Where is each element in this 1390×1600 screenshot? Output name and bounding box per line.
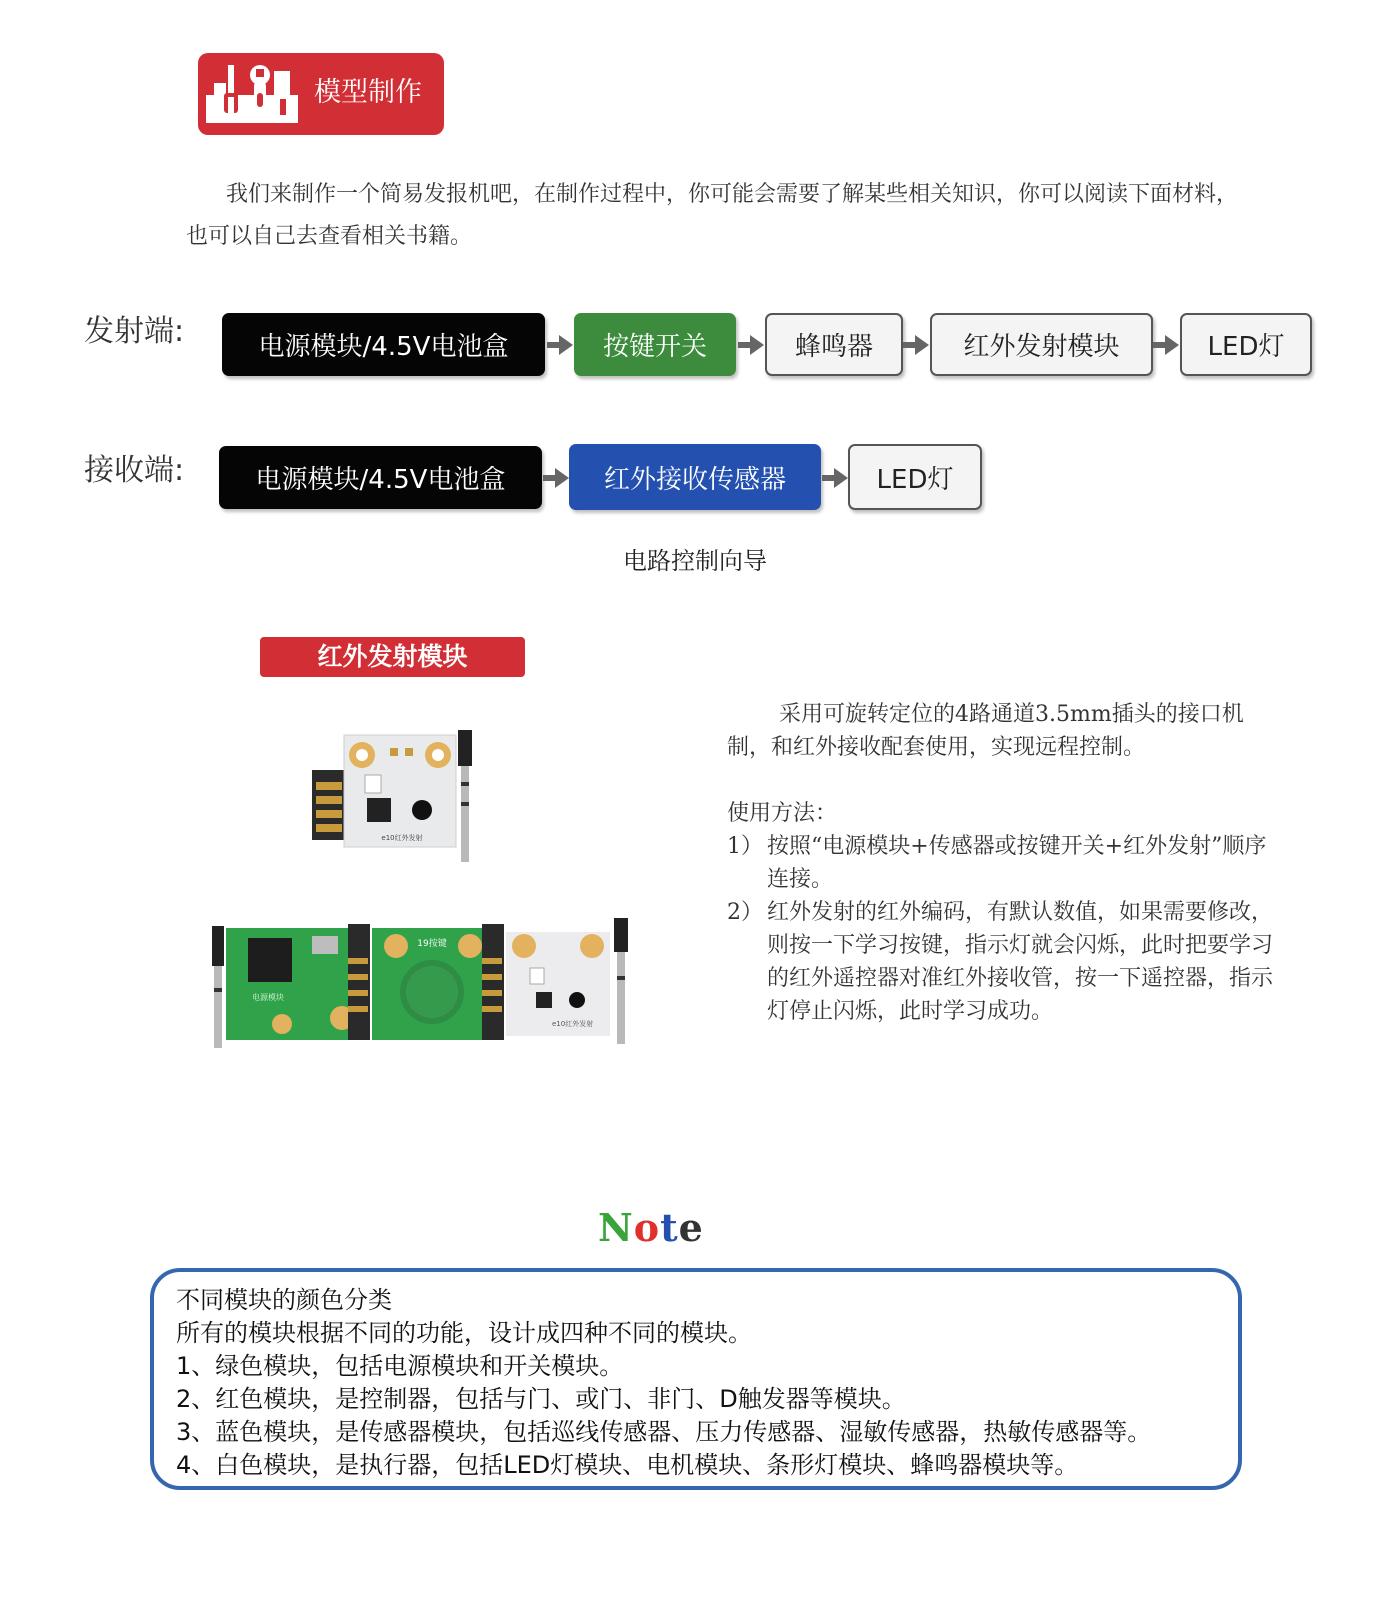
module-intro-text: 采用可旋转定位的4路通道3.5mm插头的接口机制，和红外接收配套使用，实现远程控制。 xyxy=(727,702,1244,760)
flow-step-led: LED灯 xyxy=(848,444,982,510)
note-line: 2、红色模块，是控制器，包括与门、或门、非门、D触发器等模块。 xyxy=(176,1385,906,1413)
button-module-silkscreen-label: 19按键 xyxy=(417,939,447,949)
usage-step: 2） 红外发射的红外编码，有默认数值，如果需要修改，则按一下学习按键，指示灯就会闪烁，此时把要学习的红外遥控器对准红外接收管，按一下遥控器，指示灯停止闪烁，此时学习成功。 xyxy=(727,900,1274,1024)
flow-step-power: 电源模块/4.5V电池盒 xyxy=(219,446,542,509)
arrow-right-icon xyxy=(822,468,848,488)
note-line: 4、白色模块，是执行器，包括LED灯模块、电机模块、条形灯模块、蜂鸣器模块等。 xyxy=(176,1451,1079,1479)
usage-title: 使用方法： xyxy=(727,801,838,826)
note-heading: 不同模块的颜色分类 xyxy=(176,1286,392,1314)
module-assembly-photo xyxy=(212,918,662,1058)
ir-module-silkscreen-label: e10红外发射 xyxy=(552,1020,594,1028)
diagram-caption: 电路控制向导 xyxy=(623,547,767,575)
arrow-right-icon xyxy=(1153,335,1179,355)
receiver-label: 接收端: xyxy=(84,453,185,488)
note-letter: t xyxy=(660,1205,679,1250)
arrow-right-icon xyxy=(738,335,764,355)
note-letter: N xyxy=(598,1205,634,1250)
usage-step: 1） 按照“电源模块+传感器或按键开关+红外发射”顺序连接。 xyxy=(727,834,1267,892)
intro-paragraph: 我们来制作一个简易发报机吧，在制作过程中，你可能会需要了解某些相关知识，你可以阅读下面材料，也可以自己去查看相关书籍。 xyxy=(186,182,1239,249)
flow-step-button-switch: 按键开关 xyxy=(574,313,736,376)
tools-icon xyxy=(206,63,298,123)
section-header-badge xyxy=(198,53,444,135)
flow-step-buzzer: 蜂鸣器 xyxy=(765,313,903,376)
flow-step-power: 电源模块/4.5V电池盒 xyxy=(222,313,545,376)
note-line: 3、蓝色模块，是传感器模块，包括巡线传感器、压力传感器、湿敏传感器，热敏传感器等。 xyxy=(176,1418,1152,1446)
module-silkscreen-label: e10红外发射 xyxy=(381,834,423,842)
note-title xyxy=(598,1205,704,1250)
note-box xyxy=(150,1268,1242,1490)
usage-steps xyxy=(727,830,1277,1028)
note-line: 所有的模块根据不同的功能，设计成四种不同的模块。 xyxy=(176,1319,752,1347)
flow-step-led: LED灯 xyxy=(1180,313,1312,376)
note-line: 1、绿色模块，包括电源模块和开关模块。 xyxy=(176,1352,624,1380)
section-header-title: 模型制作 xyxy=(314,77,422,108)
flow-step-ir-receiver: 红外接收传感器 xyxy=(569,444,821,510)
module-description xyxy=(727,698,1277,1028)
ir-transmitter-section-title: 红外发射模块 xyxy=(260,637,525,677)
transmitter-label: 发射端: xyxy=(84,314,185,349)
note-letter: e xyxy=(678,1205,704,1250)
arrow-right-icon xyxy=(543,468,569,488)
note-letter: o xyxy=(633,1205,661,1250)
arrow-right-icon xyxy=(547,335,573,355)
ir-transmitter-module-photo xyxy=(310,730,490,865)
flow-step-ir-transmitter: 红外发射模块 xyxy=(930,313,1153,376)
arrow-right-icon xyxy=(903,335,929,355)
power-module-silkscreen-label: 电源模块 xyxy=(252,993,284,1002)
